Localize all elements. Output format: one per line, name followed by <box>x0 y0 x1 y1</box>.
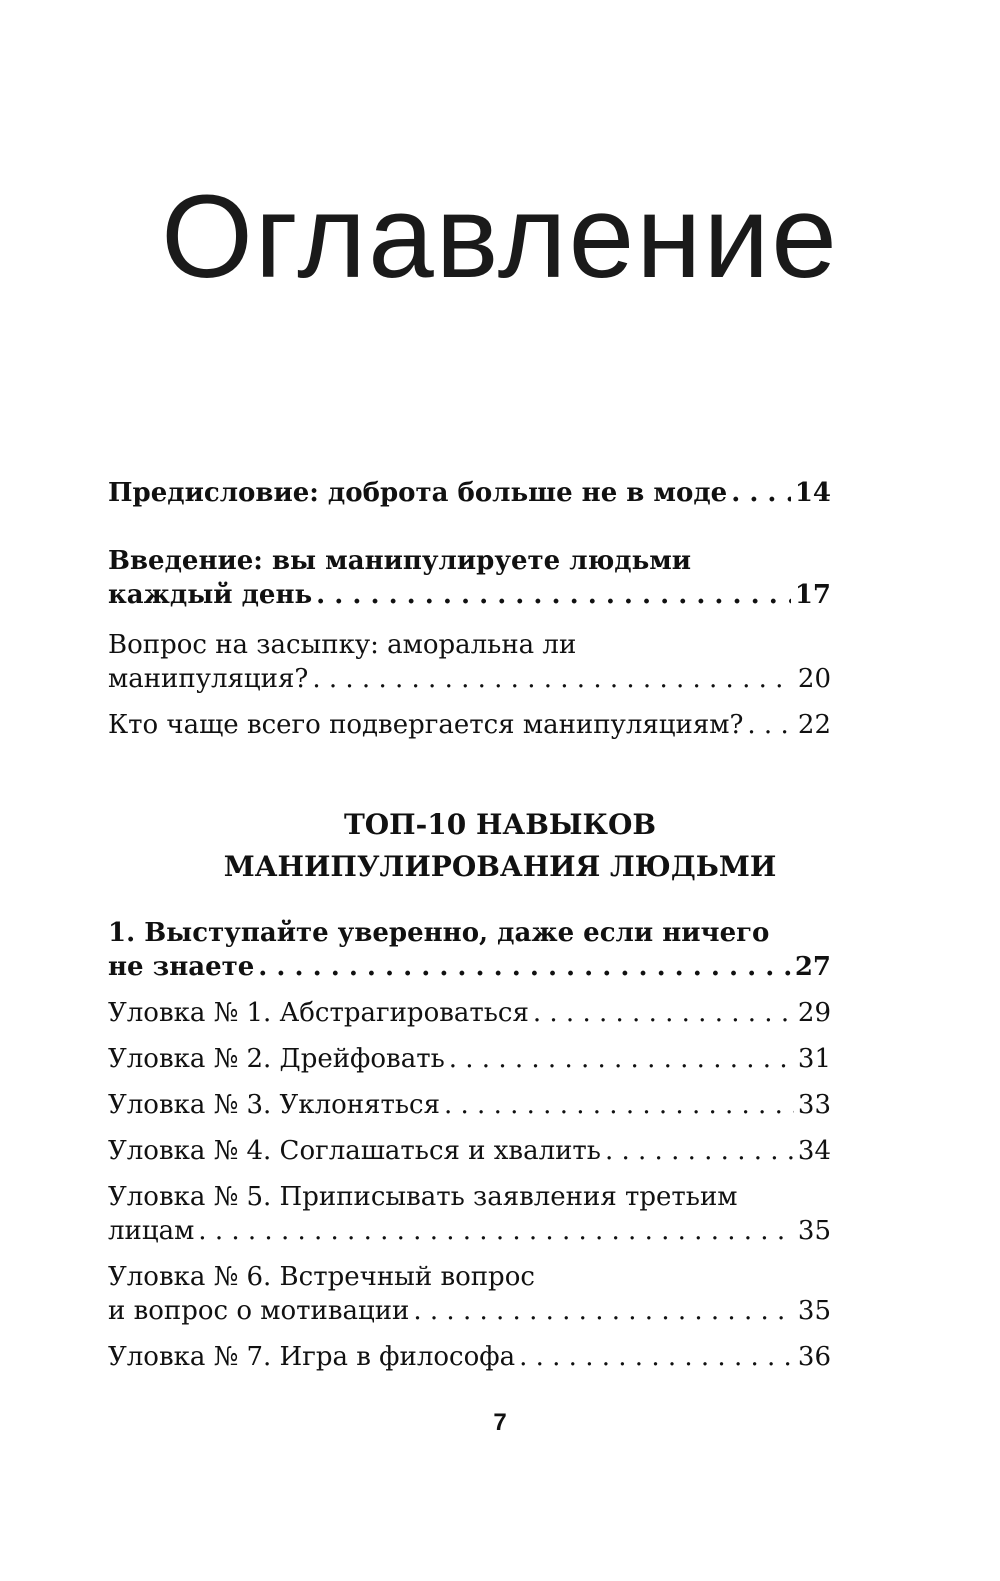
toc-entry-title-cont: и вопрос о мотивации <box>108 1296 410 1326</box>
toc-section <box>108 916 831 1374</box>
toc-entry-page: 27 <box>794 952 831 982</box>
toc-entry-trick-3[interactable] <box>108 1088 831 1122</box>
toc-entry-title: Введение: вы манипулируете людьми <box>108 546 692 576</box>
section-heading-line: ТОП-10 НАВЫКОВ <box>343 808 657 841</box>
toc-entry-page: 35 <box>797 1296 831 1326</box>
toc-intro <box>108 476 831 742</box>
leader-dots <box>413 1294 794 1328</box>
leader-dots <box>605 1134 794 1168</box>
section-heading <box>0 804 1000 888</box>
section-heading-line: МАНИПУЛИРОВАНИЯ ЛЮДЬМИ <box>223 850 777 883</box>
toc-entry-trick-5[interactable] <box>108 1180 831 1248</box>
toc-entry-title: Уловка № 3. Уклоняться <box>108 1090 440 1120</box>
toc-entry-question[interactable] <box>108 628 831 696</box>
toc-entry-title: Уловка № 2. Дрейфовать <box>108 1044 445 1074</box>
leader-dots <box>198 1214 794 1248</box>
toc-entry-title: Уловка № 7. Игра в философа <box>108 1342 516 1372</box>
leader-dots <box>258 950 791 984</box>
toc-entry-title-cont: не знаете <box>108 952 255 982</box>
toc-entry-preface[interactable] <box>108 476 831 510</box>
toc-entry-who[interactable] <box>108 708 831 742</box>
toc-entry-title: Вопрос на засыпку: аморальна ли <box>108 630 577 660</box>
page-number: 7 <box>493 1409 507 1436</box>
toc-entry-title-cont: каждый день <box>108 580 313 610</box>
toc-entry-title: Уловка № 6. Встречный вопрос <box>108 1262 535 1292</box>
toc-entry-trick-7[interactable] <box>108 1340 831 1374</box>
leader-dots <box>316 578 791 612</box>
toc-entry-title: 1. Выступайте уверенно, даже если ничего <box>108 918 770 948</box>
toc-entry-page: 29 <box>797 998 831 1028</box>
toc-entry-page: 17 <box>794 580 831 610</box>
toc-entry-title: Уловка № 5. Приписывать заявления третьим <box>108 1182 738 1212</box>
leader-dots <box>731 476 791 510</box>
toc-entry-introduction[interactable] <box>108 544 831 612</box>
toc-entry-title-cont: манипуляция? <box>108 664 309 694</box>
toc-entry-title: Предисловие: доброта больше не в моде <box>108 478 728 508</box>
toc-entry-title: Уловка № 1. Абстрагироваться <box>108 998 529 1028</box>
page-title: Оглавление <box>161 171 839 303</box>
toc-entry-page: 35 <box>797 1216 831 1246</box>
toc-entry-page: 33 <box>797 1090 831 1120</box>
toc-entry-trick-6[interactable] <box>108 1260 831 1328</box>
toc-entry-chapter-1[interactable] <box>108 916 831 984</box>
toc-entry-title: Уловка № 4. Соглашаться и хвалить <box>108 1136 601 1166</box>
leader-dots <box>533 996 794 1030</box>
toc-entry-title-cont: лицам <box>108 1216 195 1246</box>
toc-entry-trick-1[interactable] <box>108 996 831 1030</box>
toc-entry-page: 36 <box>797 1342 831 1372</box>
leader-dots <box>747 708 794 742</box>
leader-dots <box>519 1340 794 1374</box>
toc-entry-trick-2[interactable] <box>108 1042 831 1076</box>
toc-entry-trick-4[interactable] <box>108 1134 831 1168</box>
toc-entry-page: 22 <box>797 710 831 740</box>
toc-entry-title: Кто чаще всего подвергается манипуляциям? <box>108 710 744 740</box>
leader-dots <box>449 1042 794 1076</box>
leader-dots <box>312 662 794 696</box>
toc-entry-page: 20 <box>797 664 831 694</box>
toc-entry-page: 14 <box>794 478 831 508</box>
toc-entry-page: 34 <box>797 1136 831 1166</box>
leader-dots <box>444 1088 794 1122</box>
toc-entry-page: 31 <box>797 1044 831 1074</box>
